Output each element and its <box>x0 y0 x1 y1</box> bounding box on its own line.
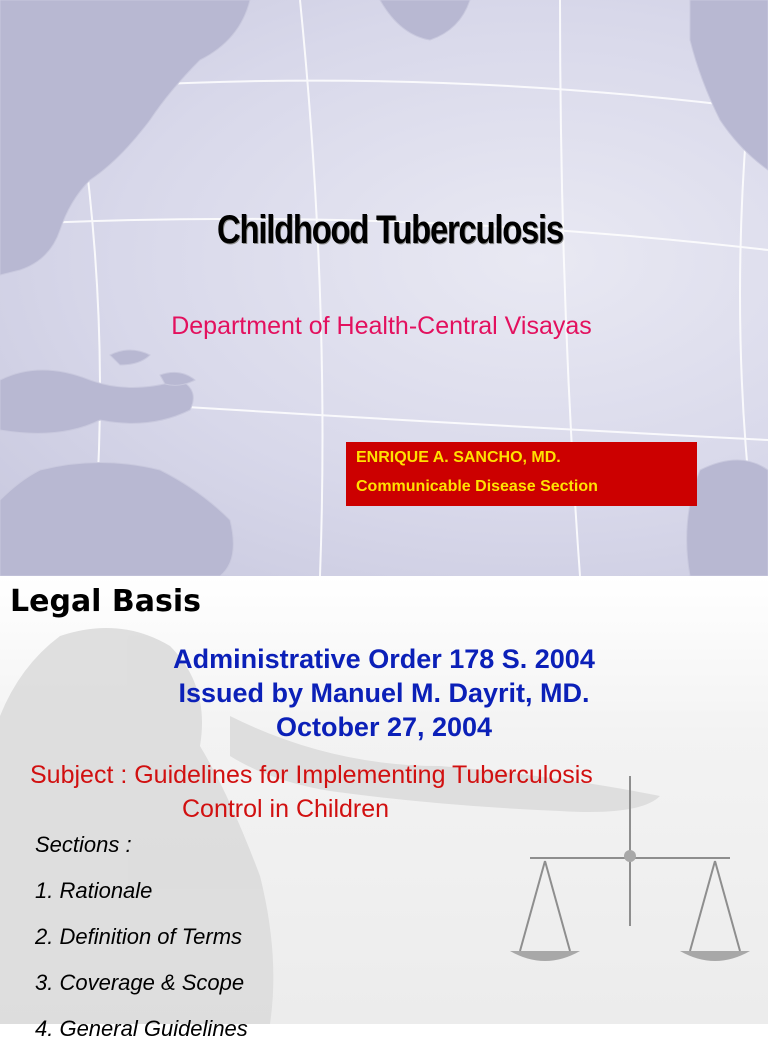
subject-line: Control in Children <box>182 795 390 823</box>
section-item: 4. General Guidelines <box>35 1016 248 1041</box>
order-line: Administrative Order 178 S. 2004 <box>173 644 595 674</box>
slide-legal-basis <box>0 576 768 1041</box>
order-line: Issued by Manuel M. Dayrit, MD. <box>178 678 590 708</box>
author-box <box>346 442 697 506</box>
author-name: ENRIQUE A. SANCHO, MD. <box>356 449 561 466</box>
sections-list <box>35 830 248 1060</box>
slide-title-text: Childhood Tuberculosis <box>217 208 563 252</box>
section-item: 2. Definition of Terms <box>35 924 243 949</box>
subject-text <box>30 758 750 826</box>
subject-line: Subject : Guidelines for Implementing Tuberculosis <box>30 761 593 789</box>
sections-label: Sections : <box>35 832 132 857</box>
author-section: Communicable Disease Section <box>356 478 598 495</box>
slide-subtitle: Department of Health-Central Visayas <box>171 312 592 340</box>
slide-heading: Legal Basis <box>10 584 202 619</box>
order-line: October 27, 2004 <box>275 712 493 742</box>
order-block <box>0 642 768 744</box>
section-item: 3. Coverage & Scope <box>35 970 245 995</box>
section-item: 1. Rationale <box>35 878 153 903</box>
